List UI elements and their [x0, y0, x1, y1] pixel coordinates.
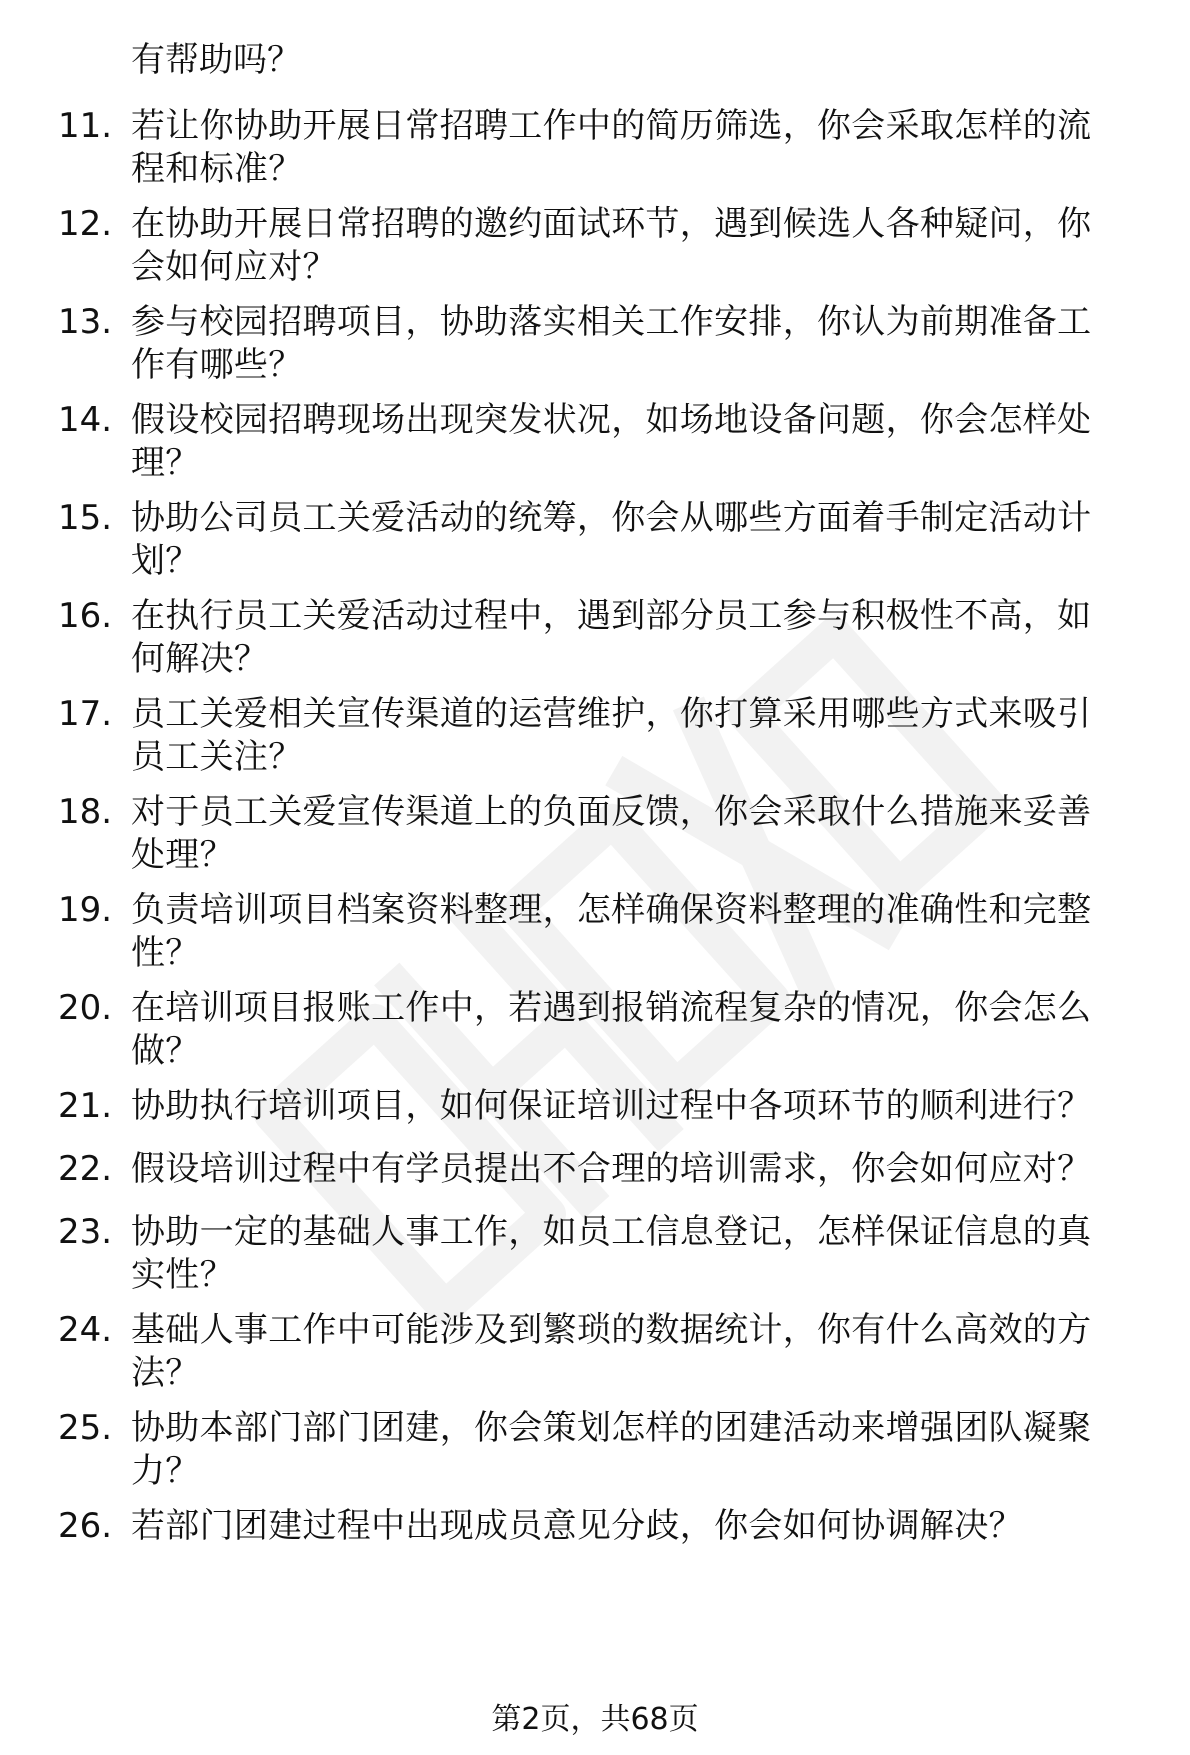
question-text-line: 员工关注？ [131, 737, 303, 777]
question-number: 14. [58, 400, 113, 440]
question-number: 15. [58, 498, 113, 538]
question-number: 24. [58, 1310, 113, 1350]
question-number: 12. [58, 204, 113, 244]
question-text-line: 员工关爱相关宣传渠道的运营维护，你打算采用哪些方式来吸引 [131, 694, 1092, 734]
question-text-line: 基础人事工作中可能涉及到繁琐的数据统计，你有什么高效的方 [131, 1310, 1092, 1350]
question-text-line: 协助一定的基础人事工作，如员工信息登记，怎样保证信息的真 [131, 1212, 1092, 1252]
question-number: 23. [58, 1212, 113, 1252]
continuation-text: 有帮助吗？ [131, 40, 301, 80]
question-text-line: 假设培训过程中有学员提出不合理的培训需求，你会如何应对？ [131, 1149, 1092, 1189]
question-text-line: 协助执行培训项目，如何保证培训过程中各项环节的顺利进行？ [131, 1086, 1092, 1126]
question-text-line: 在协助开展日常招聘的邀约面试环节，遇到候选人各种疑问，你 [131, 204, 1092, 244]
question-text-line: 若部门团建过程中出现成员意见分歧，你会如何协调解决？ [131, 1506, 1023, 1546]
question-text-line: 会如何应对？ [131, 247, 337, 287]
question-text-line: 处理？ [131, 835, 234, 875]
question-text-line: 划？ [131, 541, 200, 581]
question-text-line: 协助公司员工关爱活动的统筹，你会从哪些方面着手制定活动计 [131, 498, 1092, 538]
question-number: 16. [58, 596, 113, 636]
question-text-line: 法？ [131, 1353, 200, 1393]
question-text-line: 负责培训项目档案资料整理，怎样确保资料整理的准确性和完整 [131, 890, 1092, 930]
question-number: 11. [58, 106, 113, 146]
question-number: 19. [58, 890, 113, 930]
question-text-line: 参与校园招聘项目，协助落实相关工作安排，你认为前期准备工 [131, 302, 1092, 342]
page-footer: 第2页，共68页 [491, 1702, 699, 1737]
question-text-line: 作有哪些？ [131, 345, 303, 385]
question-text-line: 理？ [131, 443, 200, 483]
question-text-line: 程和标准？ [131, 149, 303, 189]
question-number: 26. [58, 1506, 113, 1546]
question-text-line: 假设校园招聘现场出现突发状况，如场地设备问题，你会怎样处 [131, 400, 1092, 440]
question-text-line: 在执行员工关爱活动过程中，遇到部分员工参与积极性不高，如 [131, 596, 1092, 636]
question-text-line: 若让你协助开展日常招聘工作中的简历筛选，你会采取怎样的流 [131, 106, 1092, 146]
question-text-line: 对于员工关爱宣传渠道上的负面反馈，你会采取什么措施来妥善 [131, 792, 1092, 832]
question-number: 17. [58, 694, 113, 734]
question-number: 22. [58, 1149, 113, 1189]
question-text-line: 性？ [131, 933, 200, 973]
question-number: 25. [58, 1408, 113, 1448]
question-text-line: 在培训项目报账工作中，若遇到报销流程复杂的情况，你会怎么 [131, 988, 1092, 1028]
question-number: 20. [58, 988, 113, 1028]
question-number: 13. [58, 302, 113, 342]
question-number: 18. [58, 792, 113, 832]
question-text-line: 协助本部门部门团建，你会策划怎样的团建活动来增强团队凝聚 [131, 1408, 1092, 1448]
question-text-line: 力？ [131, 1451, 200, 1491]
question-number: 21. [58, 1086, 113, 1126]
question-text-line: 实性？ [131, 1255, 234, 1295]
question-text-line: 做？ [131, 1031, 200, 1071]
question-text-line: 何解决？ [131, 639, 269, 679]
